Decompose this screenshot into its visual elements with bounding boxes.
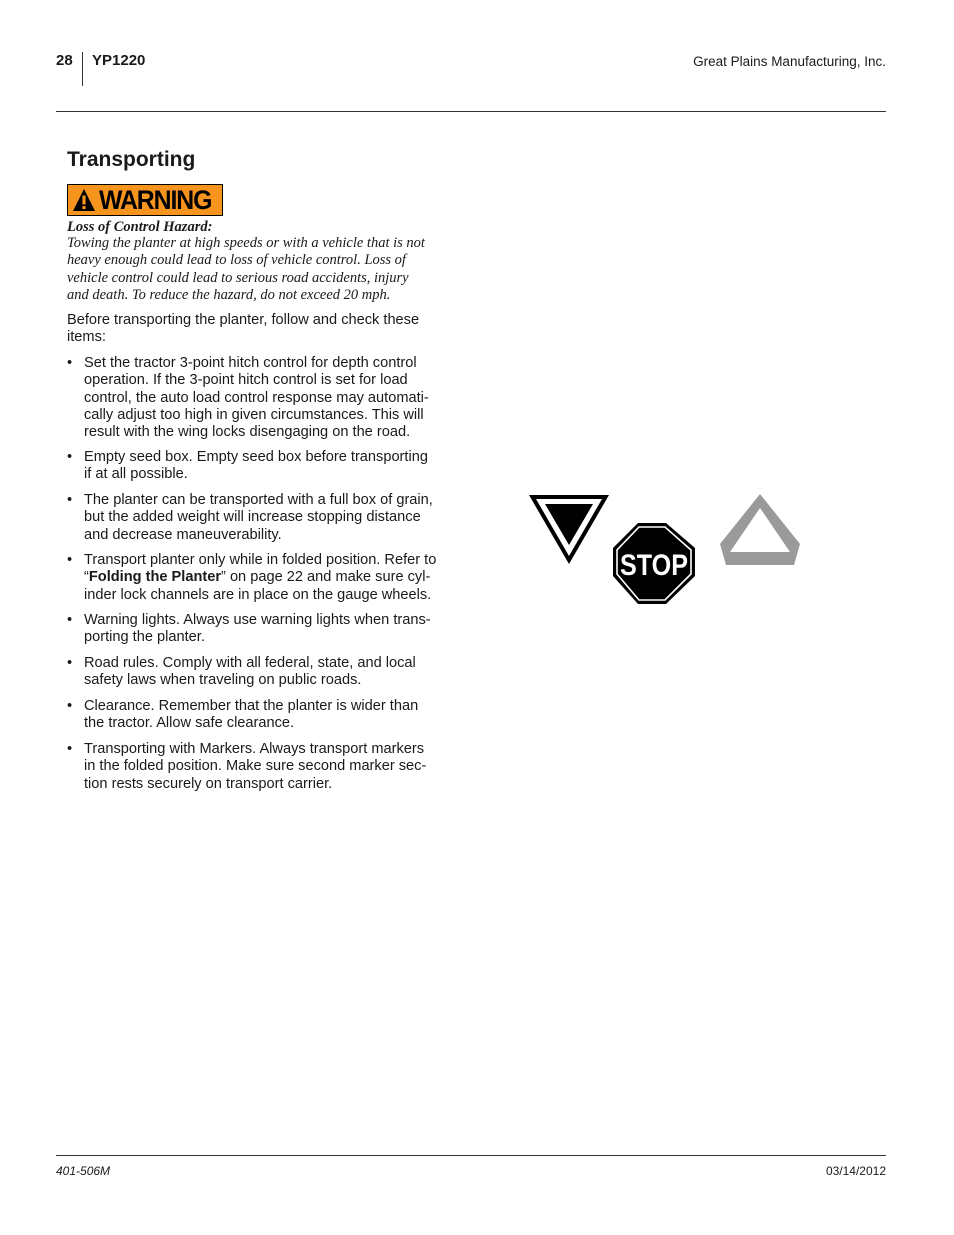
bullet-glyph: • xyxy=(67,655,73,671)
list-item-line: operation. If the 3-point hitch control is set for load xyxy=(84,372,408,389)
list-item-line: if at all possible. xyxy=(84,466,188,483)
hazard-line: heavy enough could lead to loss of vehicle control. Loss of xyxy=(67,252,406,269)
stop-sign-icon xyxy=(613,523,695,604)
list-item-line: safety laws when traveling on public roads. xyxy=(84,672,362,689)
folding-the-planter-link[interactable]: Folding the Planter xyxy=(88,569,222,586)
list-item-line: result with the wing locks disengaging on the road. xyxy=(84,424,411,441)
bullet-glyph: • xyxy=(67,492,73,508)
bullet-glyph: • xyxy=(67,552,73,568)
hazard-text xyxy=(67,235,467,304)
slow-moving-vehicle-sign-icon xyxy=(720,494,800,565)
list-item-line: Warning lights. Always use warning lights when trans- xyxy=(84,612,431,628)
stop-sign-text: STOP xyxy=(620,549,688,582)
road-signs-illustration xyxy=(528,494,802,606)
list-item-line: inder lock channels are in place on the gauge wheels. xyxy=(84,586,432,603)
hazard-line: Towing the planter at high speeds or with a vehicle that is not xyxy=(67,235,425,251)
page-number: 28 xyxy=(56,52,73,69)
hazard-line: and death. To reduce the hazard, do not exceed 20 mph. xyxy=(67,286,391,303)
bullet-glyph: • xyxy=(67,612,73,628)
hazard-line: vehicle control could lead to serious road accidents, injury xyxy=(67,269,409,286)
list-item-line: Transport planter only while in folded position. Refer to xyxy=(84,552,437,568)
list-item-line: porting the planter. xyxy=(84,629,205,646)
list-item xyxy=(67,741,426,793)
list-item-line: the tractor. Allow safe clearance. xyxy=(84,715,295,732)
warning-label xyxy=(67,184,223,216)
list-item-line: Clearance. Remember that the planter is wider than xyxy=(84,698,419,714)
company-name: Great Plains Manufacturing, Inc. xyxy=(693,54,886,69)
list-item-line: Road rules. Comply with all federal, state, and local xyxy=(84,655,416,671)
footer-rule xyxy=(56,1155,886,1156)
list-item-line: tion rests securely on transport carrier. xyxy=(84,775,333,792)
warning-word: WARNING xyxy=(99,184,212,215)
reference-text: ” on page 22 and make sure cyl- xyxy=(221,569,431,586)
list-item-line: cally adjust too high in given circumstances. This will xyxy=(84,406,424,423)
list-item xyxy=(67,355,429,441)
list-item-line: Transporting with Markers. Always transport markers xyxy=(84,741,425,757)
list-item-line: Empty seed box. Empty seed box before transporting xyxy=(84,449,428,465)
list-item xyxy=(67,698,418,733)
list-item xyxy=(67,492,433,544)
list-item-line: The planter can be transported with a full box of grain, xyxy=(84,492,433,508)
hazard-alert-icon xyxy=(72,188,96,212)
list-item xyxy=(67,612,431,647)
list-item-line: control, the auto load control response may automati- xyxy=(84,389,429,406)
list-item-line: but the added weight will increase stopping distance xyxy=(84,509,421,526)
bullet-glyph: • xyxy=(67,698,73,714)
intro-line: Before transporting the planter, follow and check these xyxy=(67,312,420,328)
list-item xyxy=(67,449,428,484)
list-item-line: in the folded position. Make sure second marker sec- xyxy=(84,758,427,775)
list-item-line: Set the tractor 3-point hitch control for depth control xyxy=(84,355,417,371)
list-item-line: and decrease maneuverability. xyxy=(84,526,282,543)
intro-paragraph xyxy=(67,312,419,347)
intro-line: items: xyxy=(67,329,106,346)
quote-open: “ xyxy=(84,569,89,586)
bullet-glyph: • xyxy=(67,355,73,371)
header-divider xyxy=(82,52,83,86)
model-name: YP1220 xyxy=(92,52,146,69)
bullet-glyph: • xyxy=(67,741,73,757)
list-item-line xyxy=(84,569,436,586)
bullet-glyph: • xyxy=(67,449,73,465)
hazard-title: Loss of Control Hazard: xyxy=(67,219,213,235)
publication-date: 03/14/2012 xyxy=(825,1164,886,1178)
list-item xyxy=(67,552,436,604)
section-title: Transporting xyxy=(67,148,196,171)
yield-sign-icon xyxy=(529,495,609,564)
list-item xyxy=(67,655,416,690)
document-number: 401-506M xyxy=(56,1164,111,1178)
header-rule xyxy=(56,111,886,112)
